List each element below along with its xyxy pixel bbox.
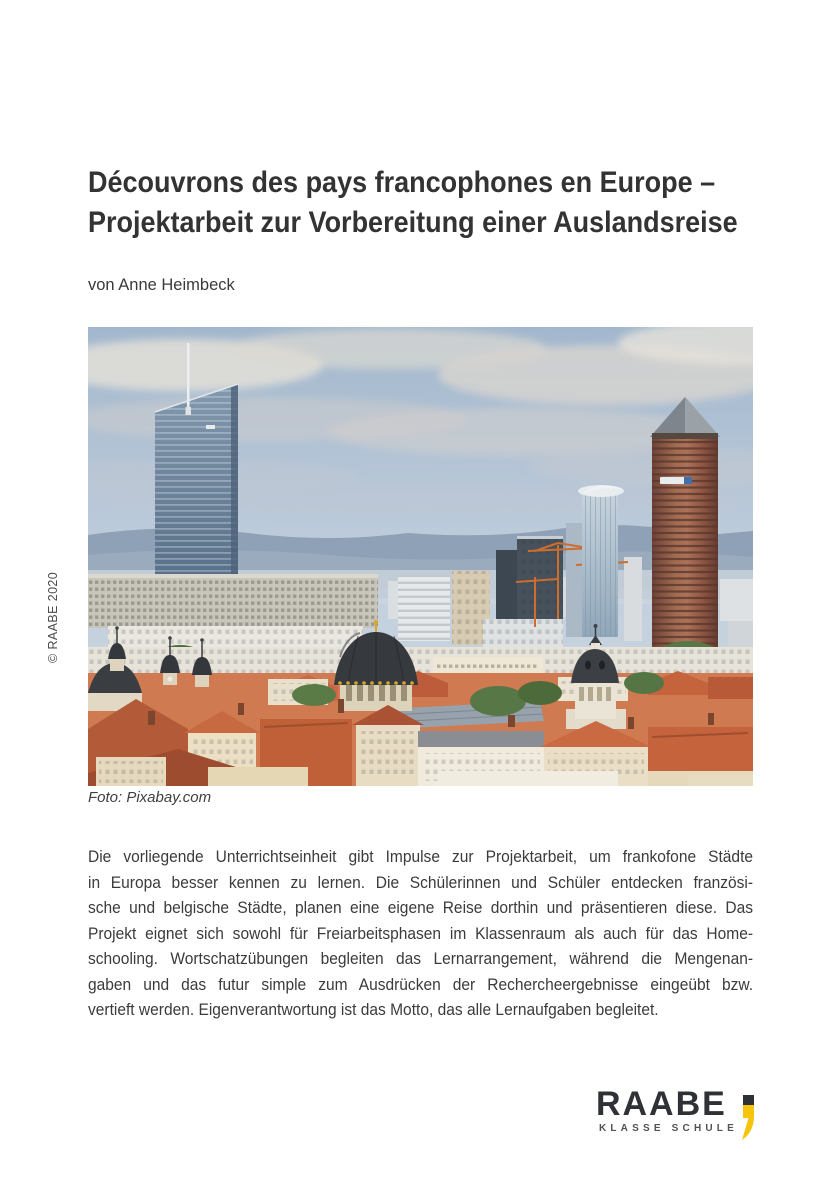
intro-paragraph xyxy=(88,844,753,1023)
article-photo xyxy=(88,327,753,786)
copyright-vertical: © RAABE 2020 xyxy=(46,571,60,663)
title-line-2: Projektarbeit zur Vorbereitung einer Auslandsreise xyxy=(88,206,738,239)
tour-oxygene xyxy=(578,485,624,637)
raabe-tagline: KLASSE SCHULE xyxy=(598,1123,738,1134)
title-line-1: Découvrons des pays francophones en Europe – xyxy=(88,166,716,199)
photo-caption: Foto: Pixabay.com xyxy=(88,789,212,806)
author-byline: von Anne Heimbeck xyxy=(88,276,235,294)
intro-line: vertieft werden. Eigenverantwortung ist das Motto, das alle Lernaufgaben begleitet. xyxy=(88,1000,659,1019)
page-title xyxy=(88,163,738,243)
logo-comma-icon xyxy=(740,1095,755,1141)
intro-line: in Europa besser kennen zu lernen. Die Schülerinnen und Schüler entdecken französi- xyxy=(88,872,754,892)
intro-line: Projekt eignet sich sowohl für Freiarbeitsphasen im Klassenraum als auch für das Home- xyxy=(88,923,754,943)
slab-building xyxy=(88,574,378,654)
intro-line: sche und belgische Städte, planen eine eigene Reise dorthin und präsentieren diese. Das xyxy=(88,898,754,917)
lyon-cityscape-illustration xyxy=(88,327,753,786)
raabe-logo xyxy=(596,1087,755,1141)
raabe-wordmark: RAABE xyxy=(595,1085,727,1123)
intro-line: schooling. Wortschatzübungen begleiten das Lernarrangement, während die Mengenan- xyxy=(88,949,754,968)
intro-line: Die vorliegende Unterrichtseinheit gibt Impulse zur Projektarbeit, um frankofone Städte xyxy=(88,847,754,866)
intro-line: gaben und das futur simple zum Ausdrücken der Rechercheergebnisse eingeübt bzw. xyxy=(88,974,754,994)
